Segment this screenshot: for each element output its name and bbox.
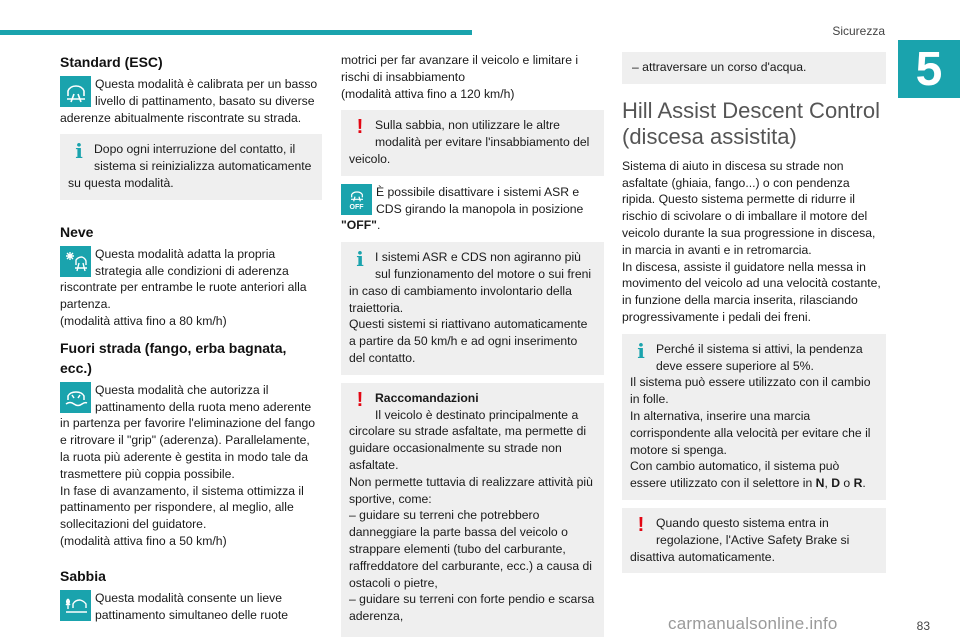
hadc-note-1: Perché il sistema si attivi, la pendenza deve essere superiore al 5%. (656, 341, 863, 373)
esc-note: Dopo ogni interruzione del contatto, il sistema si reinizializza automaticamente su questa modalità. (68, 142, 312, 190)
gear-d: D (831, 476, 841, 491)
neve-title: Neve (60, 223, 94, 240)
road-standard-icon (60, 76, 91, 107)
hadc-text-2: In discesa, assiste il guidatore nella messa in movimento del veicolo ad una velocità costante, in funzione della marcia inserita, rilasciando progressivamente i pedali dei freni. (622, 259, 881, 324)
warning-icon: ! (637, 513, 645, 536)
hadc-note-2: Il sistema può essere utilizzato con il cambio in folle. (630, 375, 871, 407)
sabbia-warning-box (341, 110, 604, 175)
asr-note-1: I sistemi ASR e CDS non agiranno più sul funzionamento del motore o sui freni in caso di cambiamento involontario della traiettoria. (349, 250, 592, 315)
recommendations-item-2: – guidare su terreni con forte pendio e scarsa aderenza, (349, 592, 595, 624)
column-2 (341, 52, 604, 637)
off-paragraph (341, 184, 604, 234)
esc-text: Questa modalità è calibrata per un basso livello di pattinamento, basato su diverse aderenze abitualmente riscontrate su strada. (60, 77, 318, 125)
recommendations-item-3: – attraversare un corso d'acqua. (632, 60, 807, 74)
asr-note-2: Questi sistemi si riattivano automaticamente a partire da 50 km/h e ad ogni inserimento del contatto. (349, 317, 588, 365)
off-text: È possibile disattivare i sistemi ASR e CDS girando la manopola in posizione "OFF". (341, 184, 584, 233)
header-accent-bar (0, 30, 472, 35)
sabbia-paragraph (60, 590, 322, 624)
chapter-tab: 5 (898, 40, 960, 98)
off-mode-icon: OFF (341, 184, 372, 215)
asr-info-box (341, 242, 604, 375)
hadc-info-box (622, 334, 886, 500)
warning-icon: ! (356, 388, 364, 411)
watermark: carmanualsonline.info (668, 614, 838, 633)
sabbia-continued: motrici per far avanzare il veicolo e limitare i rischi di insabbiamento (341, 53, 579, 84)
column-3 (622, 52, 886, 573)
fuori-title: Fuori strada (fango, erba bagnata, ecc.) (60, 339, 287, 376)
recommendations-text-2: Non permette tuttavia di realizzare attività più sportive, come: (349, 474, 593, 506)
sabbia-title: Sabbia (60, 567, 106, 584)
page-number: 83 (916, 619, 930, 633)
sabbia-warning: Sulla sabbia, non utilizzare le altre modalità per evitare l'insabbiamento del veicolo. (349, 118, 590, 166)
fuori-paragraph (60, 382, 322, 483)
column-1 (60, 52, 322, 623)
recommendations-continued-box (622, 52, 886, 84)
hadc-note-4: Con cambio automatico, il sistema può essere utilizzato con il selettore in N, D o R. (630, 459, 866, 491)
fuori-speed: (modalità attiva fino a 50 km/h) (60, 533, 227, 548)
esc-paragraph (60, 76, 322, 126)
hadc-title: Hill Assist Descent Control (discesa assistita) (622, 97, 880, 149)
sand-road-icon (60, 590, 91, 621)
hadc-note-3: In alternativa, inserire una marcia corrispondente alla velocità per evitare che il motore si spenga. (630, 408, 871, 457)
recommendations-text-1: Il veicolo è destinato principalmente a circolare su strade asfaltate, ma permette di guidare occasionalmente su strade non asfaltate. (349, 407, 587, 472)
mud-road-icon (60, 382, 91, 413)
recommendations-box (341, 383, 604, 637)
sabbia-speed: (modalità attiva fino a 120 km/h) (341, 86, 515, 101)
off-label: "OFF" (341, 218, 377, 233)
neve-text: Questa modalità adatta la propria strategia alle condizioni di aderenza riscontrate per entrambe le ruote anteriori alla partenza. (60, 246, 307, 312)
fuori-text-2: In fase di avanzamento, il sistema ottimizza il pattinamento per rispondere, al meglio, alle sollecitazioni del guidatore. (60, 483, 304, 532)
recommendations-item-1: – guidare su terreni che potrebbero danneggiare la parte bassa del veicolo o strappare elementi (tubo del carburante, raffreddatore del carburante, ecc.) a causa di ostacoli o pietre, (349, 508, 592, 590)
fuori-text-1: Questa modalità che autorizza il pattinamento della ruota meno aderente in partenza per favorire l'eliminazione del fango e ritrovare il "grip" (aderenza). Parallelamente, la ruota più aderente è gestita in modo tale da trasmettere più coppia possibile. (60, 382, 316, 481)
info-icon: i (75, 139, 83, 164)
gear-r: R (853, 476, 863, 491)
recommendations-title: Raccomandazioni (375, 390, 479, 405)
esc-title: Standard (ESC) (60, 54, 163, 70)
esc-info-box (60, 134, 322, 199)
hadc-warning: Quando questo sistema entra in regolazione, l'Active Safety Brake si disattiva automaticamente. (630, 515, 850, 564)
neve-paragraph (60, 246, 322, 313)
warning-icon: ! (356, 116, 364, 139)
hadc-warning-box (622, 508, 886, 573)
neve-speed: (modalità attiva fino a 80 km/h) (60, 313, 227, 328)
sabbia-text: Questa modalità consente un lieve pattinamento simultaneo delle ruote (95, 590, 289, 622)
gear-n: N (815, 476, 825, 491)
hadc-text-1: Sistema di aiuto in discesa su strade non asfaltate (ghiaia, fango...) o con pendenza ripida. Questo sistema permette di ridurre il rischio di scivolare o di imballare il motore del veicolo durante la sua progressione in discesa, in marcia in avanti e in retromarcia. (622, 158, 876, 257)
info-icon: i (637, 338, 645, 363)
info-icon: i (356, 247, 364, 272)
snow-road-icon (60, 246, 91, 277)
section-title: Sicurezza (832, 24, 885, 38)
